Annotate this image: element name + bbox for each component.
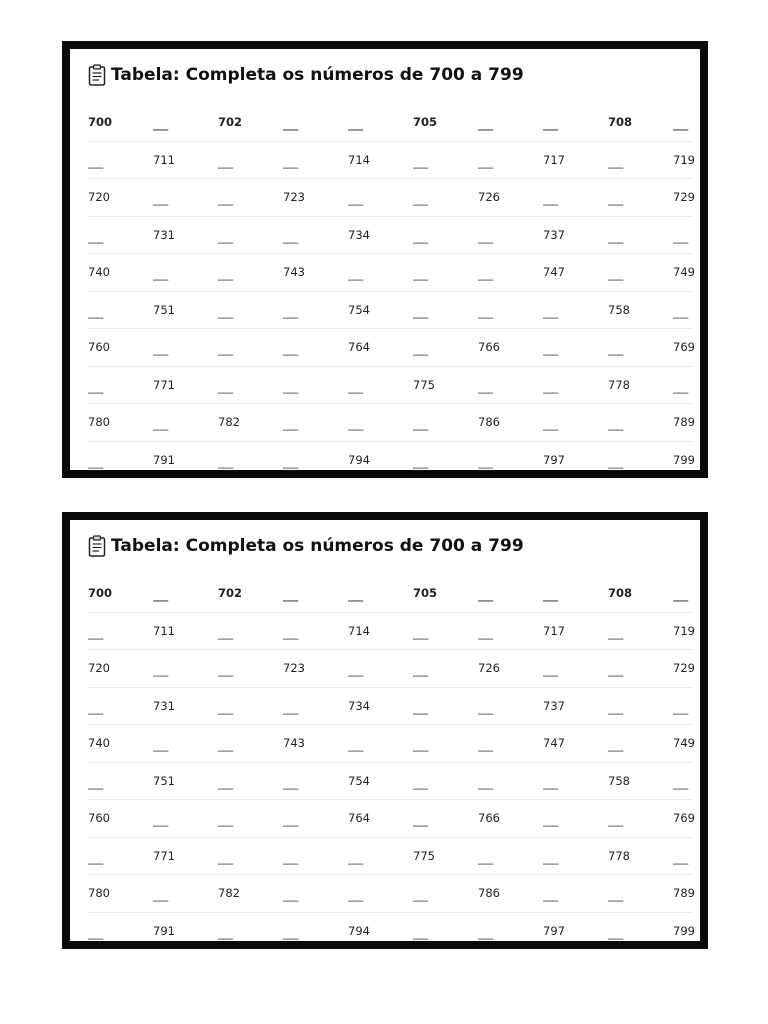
number-cell: 731: [153, 227, 175, 242]
blank-cell: ___: [88, 154, 103, 169]
table-row: [88, 688, 692, 726]
clipboard-icon: [88, 64, 106, 86]
blank-cell: ___: [348, 850, 363, 865]
table-row: [88, 292, 692, 330]
blank-cell: ___: [283, 117, 298, 132]
number-cell: 758: [608, 302, 630, 317]
blank-cell: ___: [673, 588, 688, 603]
number-cell: 780: [88, 415, 110, 430]
blank-cell: ___: [543, 192, 558, 207]
blank-cell: ___: [88, 379, 103, 394]
blank-cell: ___: [543, 813, 558, 828]
number-cell: 743: [283, 265, 305, 280]
table-row: [88, 329, 695, 367]
blank-cell: ___: [348, 888, 363, 903]
number-cell: 799: [673, 924, 695, 939]
table-title: [88, 63, 524, 87]
number-cell: 705: [413, 586, 438, 601]
blank-cell: ___: [478, 267, 493, 282]
blank-cell: ___: [218, 775, 233, 790]
blank-cell: ___: [608, 738, 623, 753]
blank-cell: ___: [348, 192, 363, 207]
blank-cell: ___: [543, 888, 558, 903]
number-cell: 702: [218, 586, 243, 601]
blank-cell: ___: [608, 455, 623, 470]
blank-cell: ___: [218, 700, 233, 715]
number-cell: 714: [348, 152, 370, 167]
blank-cell: ___: [283, 342, 298, 357]
blank-cell: ___: [413, 888, 428, 903]
blank-cell: ___: [88, 625, 103, 640]
blank-cell: ___: [153, 342, 168, 357]
number-cell: 749: [673, 265, 695, 280]
blank-cell: ___: [608, 813, 623, 828]
blank-cell: ___: [413, 625, 428, 640]
blank-cell: ___: [283, 775, 298, 790]
number-cell: 760: [88, 340, 110, 355]
number-cell: 740: [88, 265, 110, 280]
number-cell: 799: [673, 453, 695, 468]
number-cell: 754: [348, 302, 370, 317]
blank-cell: ___: [673, 700, 688, 715]
blank-cell: ___: [153, 663, 168, 678]
blank-cell: ___: [543, 417, 558, 432]
table-row: [88, 875, 695, 913]
table-row: [88, 725, 695, 763]
number-grid: [88, 575, 695, 950]
blank-cell: ___: [218, 342, 233, 357]
blank-cell: ___: [283, 926, 298, 941]
number-cell: 760: [88, 811, 110, 826]
blank-cell: ___: [218, 379, 233, 394]
clipboard-icon: [88, 535, 106, 557]
blank-cell: ___: [218, 850, 233, 865]
blank-cell: ___: [608, 229, 623, 244]
blank-cell: ___: [478, 850, 493, 865]
number-cell: 711: [153, 152, 175, 167]
blank-cell: ___: [413, 267, 428, 282]
blank-cell: ___: [413, 304, 428, 319]
blank-cell: ___: [218, 663, 233, 678]
blank-cell: ___: [608, 342, 623, 357]
number-cell: 717: [543, 623, 565, 638]
blank-cell: ___: [88, 304, 103, 319]
blank-cell: ___: [478, 588, 493, 603]
number-cell: 786: [478, 415, 500, 430]
blank-cell: ___: [608, 192, 623, 207]
blank-cell: ___: [543, 850, 558, 865]
blank-cell: ___: [478, 625, 493, 640]
number-cell: 729: [673, 190, 695, 205]
number-cell: 797: [543, 453, 565, 468]
number-cell: 778: [608, 848, 630, 863]
table-row: [88, 800, 695, 838]
number-cell: 766: [478, 811, 500, 826]
number-cell: 789: [673, 886, 695, 901]
number-cell: 791: [153, 453, 175, 468]
blank-cell: ___: [218, 455, 233, 470]
table-row: [88, 913, 695, 951]
blank-cell: ___: [413, 192, 428, 207]
blank-cell: ___: [153, 267, 168, 282]
blank-cell: ___: [153, 417, 168, 432]
number-cell: 764: [348, 811, 370, 826]
blank-cell: ___: [413, 775, 428, 790]
blank-cell: ___: [673, 379, 688, 394]
table-row: [88, 179, 695, 217]
blank-cell: ___: [218, 192, 233, 207]
blank-cell: ___: [543, 379, 558, 394]
blank-cell: ___: [283, 888, 298, 903]
blank-cell: ___: [478, 379, 493, 394]
number-cell: 719: [673, 152, 695, 167]
blank-cell: ___: [478, 229, 493, 244]
blank-cell: ___: [478, 775, 493, 790]
blank-cell: ___: [153, 192, 168, 207]
blank-cell: ___: [283, 154, 298, 169]
blank-cell: ___: [283, 588, 298, 603]
blank-cell: ___: [348, 663, 363, 678]
blank-cell: ___: [413, 154, 428, 169]
number-cell: 723: [283, 190, 305, 205]
blank-cell: ___: [218, 926, 233, 941]
number-cell: 726: [478, 190, 500, 205]
blank-cell: ___: [478, 926, 493, 941]
blank-cell: ___: [543, 117, 558, 132]
blank-cell: ___: [608, 417, 623, 432]
number-cell: 720: [88, 190, 110, 205]
blank-cell: ___: [478, 154, 493, 169]
number-cell: 700: [88, 115, 113, 130]
number-cell: 791: [153, 924, 175, 939]
number-cell: 734: [348, 227, 370, 242]
blank-cell: ___: [218, 738, 233, 753]
blank-cell: ___: [673, 850, 688, 865]
blank-cell: ___: [608, 926, 623, 941]
blank-cell: ___: [608, 625, 623, 640]
blank-cell: ___: [348, 267, 363, 282]
number-cell: 797: [543, 924, 565, 939]
blank-cell: ___: [283, 379, 298, 394]
table-row: [88, 575, 692, 613]
table-row: [88, 613, 695, 651]
worksheet-table-2: [62, 512, 708, 949]
blank-cell: ___: [608, 700, 623, 715]
blank-cell: ___: [88, 229, 103, 244]
blank-cell: ___: [413, 455, 428, 470]
number-cell: 731: [153, 698, 175, 713]
blank-cell: ___: [478, 304, 493, 319]
number-cell: 775: [413, 377, 435, 392]
table-title-text: Tabela: Completa os números de 700 a 799: [111, 536, 524, 556]
blank-cell: ___: [413, 700, 428, 715]
blank-cell: ___: [218, 154, 233, 169]
number-cell: 758: [608, 773, 630, 788]
blank-cell: ___: [413, 417, 428, 432]
table-title: [88, 534, 524, 558]
blank-cell: ___: [543, 663, 558, 678]
number-cell: 734: [348, 698, 370, 713]
number-cell: 708: [608, 115, 633, 130]
number-cell: 775: [413, 848, 435, 863]
blank-cell: ___: [478, 117, 493, 132]
blank-cell: ___: [608, 267, 623, 282]
blank-cell: ___: [413, 229, 428, 244]
blank-cell: ___: [153, 813, 168, 828]
blank-cell: ___: [543, 775, 558, 790]
blank-cell: ___: [413, 926, 428, 941]
number-cell: 751: [153, 773, 175, 788]
blank-cell: ___: [283, 850, 298, 865]
number-cell: 766: [478, 340, 500, 355]
table-row: [88, 404, 695, 442]
blank-cell: ___: [218, 813, 233, 828]
blank-cell: ___: [283, 625, 298, 640]
number-cell: 754: [348, 773, 370, 788]
blank-cell: ___: [283, 813, 298, 828]
table-row: [88, 763, 692, 801]
number-cell: 780: [88, 886, 110, 901]
number-cell: 729: [673, 661, 695, 676]
table-row: [88, 838, 692, 876]
blank-cell: ___: [348, 379, 363, 394]
blank-cell: ___: [88, 455, 103, 470]
number-cell: 714: [348, 623, 370, 638]
number-cell: 751: [153, 302, 175, 317]
number-cell: 743: [283, 736, 305, 751]
table-row: [88, 442, 695, 480]
table-title-text: Tabela: Completa os números de 700 a 799: [111, 65, 524, 85]
number-cell: 782: [218, 886, 240, 901]
number-cell: 778: [608, 377, 630, 392]
blank-cell: ___: [218, 304, 233, 319]
number-cell: 769: [673, 340, 695, 355]
blank-cell: ___: [218, 625, 233, 640]
blank-cell: ___: [608, 663, 623, 678]
blank-cell: ___: [413, 663, 428, 678]
worksheet-table-1: [62, 41, 708, 478]
table-row: [88, 104, 692, 142]
blank-cell: ___: [478, 700, 493, 715]
number-cell: 719: [673, 623, 695, 638]
blank-cell: ___: [153, 588, 168, 603]
blank-cell: ___: [283, 417, 298, 432]
number-cell: 749: [673, 736, 695, 751]
blank-cell: ___: [543, 588, 558, 603]
blank-cell: ___: [283, 455, 298, 470]
number-cell: 764: [348, 340, 370, 355]
table-row: [88, 650, 695, 688]
blank-cell: ___: [478, 455, 493, 470]
blank-cell: ___: [88, 926, 103, 941]
number-cell: 769: [673, 811, 695, 826]
number-cell: 723: [283, 661, 305, 676]
number-grid: [88, 104, 695, 479]
blank-cell: ___: [673, 229, 688, 244]
blank-cell: ___: [283, 229, 298, 244]
number-cell: 771: [153, 848, 175, 863]
blank-cell: ___: [283, 304, 298, 319]
number-cell: 726: [478, 661, 500, 676]
table-row: [88, 254, 695, 292]
blank-cell: ___: [673, 304, 688, 319]
number-cell: 771: [153, 377, 175, 392]
number-cell: 794: [348, 924, 370, 939]
table-row: [88, 142, 695, 180]
number-cell: 747: [543, 265, 565, 280]
number-cell: 702: [218, 115, 243, 130]
blank-cell: ___: [88, 775, 103, 790]
number-cell: 782: [218, 415, 240, 430]
blank-cell: ___: [348, 417, 363, 432]
blank-cell: ___: [543, 304, 558, 319]
number-cell: 786: [478, 886, 500, 901]
number-cell: 717: [543, 152, 565, 167]
blank-cell: ___: [88, 700, 103, 715]
blank-cell: ___: [348, 117, 363, 132]
blank-cell: ___: [673, 117, 688, 132]
number-cell: 720: [88, 661, 110, 676]
number-cell: 789: [673, 415, 695, 430]
blank-cell: ___: [153, 738, 168, 753]
blank-cell: ___: [348, 588, 363, 603]
blank-cell: ___: [413, 738, 428, 753]
blank-cell: ___: [608, 888, 623, 903]
blank-cell: ___: [543, 342, 558, 357]
number-cell: 740: [88, 736, 110, 751]
number-cell: 747: [543, 736, 565, 751]
blank-cell: ___: [348, 738, 363, 753]
blank-cell: ___: [608, 154, 623, 169]
blank-cell: ___: [283, 700, 298, 715]
blank-cell: ___: [673, 775, 688, 790]
number-cell: 737: [543, 698, 565, 713]
blank-cell: ___: [88, 850, 103, 865]
table-row: [88, 217, 692, 255]
number-cell: 794: [348, 453, 370, 468]
number-cell: 711: [153, 623, 175, 638]
blank-cell: ___: [218, 229, 233, 244]
blank-cell: ___: [153, 888, 168, 903]
blank-cell: ___: [413, 342, 428, 357]
number-cell: 700: [88, 586, 113, 601]
table-row: [88, 367, 692, 405]
blank-cell: ___: [478, 738, 493, 753]
blank-cell: ___: [218, 267, 233, 282]
blank-cell: ___: [413, 813, 428, 828]
number-cell: 708: [608, 586, 633, 601]
number-cell: 737: [543, 227, 565, 242]
blank-cell: ___: [153, 117, 168, 132]
number-cell: 705: [413, 115, 438, 130]
